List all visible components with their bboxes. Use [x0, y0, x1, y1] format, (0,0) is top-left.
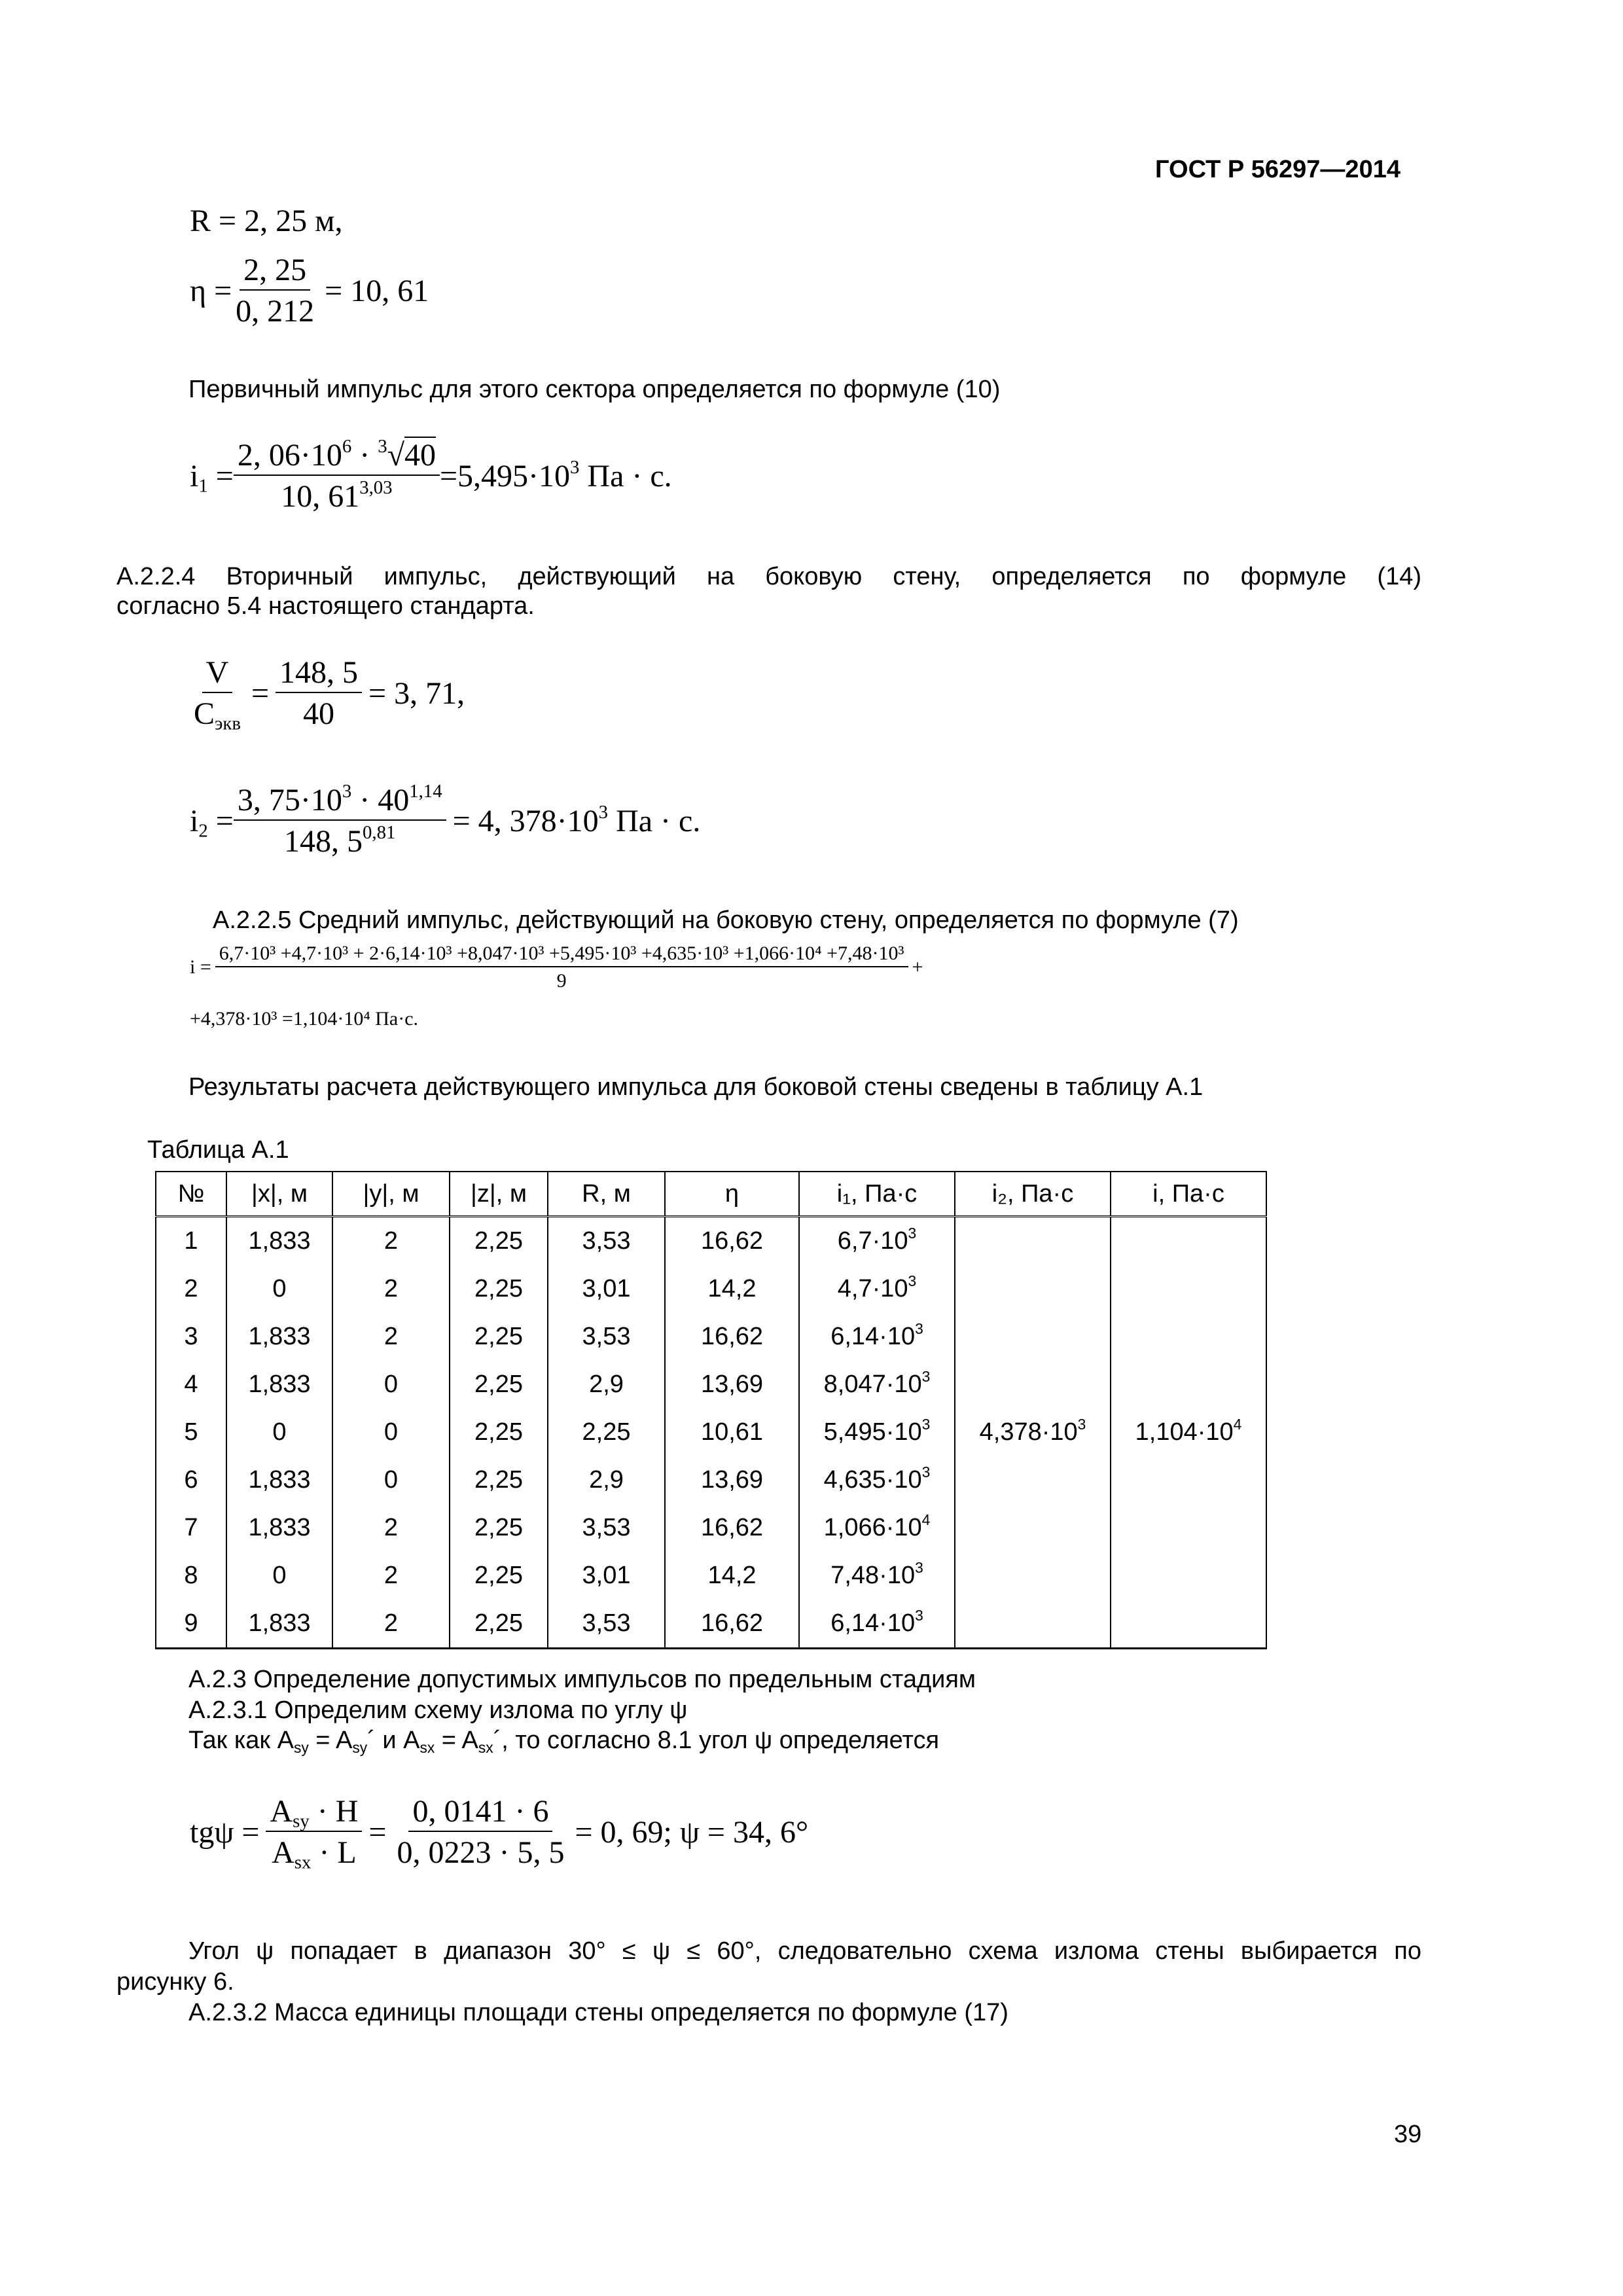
- tak-sub-2: sy: [352, 1738, 368, 1756]
- cell-r: 2,9: [548, 1361, 665, 1408]
- i2-denominator: [280, 821, 399, 859]
- eta-rhs: = 10, 61: [325, 273, 429, 308]
- i2-unit: Па · с.: [616, 803, 701, 838]
- i2-rhs-exp: 3: [598, 801, 609, 823]
- cell-x: 0: [226, 1408, 332, 1456]
- cell-i1-value: 6,7·10: [837, 1227, 908, 1255]
- i2-rhs-value: = 4, 378·10: [452, 803, 599, 838]
- col-header-x: |x|, м: [226, 1172, 332, 1217]
- i1-root-index: 3: [378, 435, 387, 457]
- tg-fraction-left: [266, 1793, 362, 1871]
- col-header-eta: η: [665, 1172, 799, 1217]
- vc-rhs: = 3, 71,: [368, 675, 465, 711]
- cell-i-exp: 4: [1233, 1416, 1242, 1433]
- cell-i1-value: 8,047·10: [823, 1371, 922, 1398]
- paragraph-a23: А.2.3 Определение допустимых импульсов по предельным стадиям: [188, 1666, 976, 1693]
- col-header-y: |y|, м: [332, 1172, 450, 1217]
- cell-z: 2,25: [450, 1265, 548, 1313]
- cell-z: 2,25: [450, 1600, 548, 1649]
- iavg-numerator: 6,7·10³ +4,7·10³ + 2·6,14·10³ +8,047·10³ +5,495·10³ +4,635·10³ +1,066·10⁴ +7,48·10³: [215, 942, 908, 967]
- cell-x: 1,833: [226, 1313, 332, 1361]
- equation-i1: [190, 437, 672, 514]
- paragraph-a224-line1: А.2.2.4 Вторичный импульс, действующий на боковую стену, определяется по формуле (14): [116, 563, 1421, 590]
- cell-i1: [799, 1265, 955, 1313]
- tak-sub-4: sx: [478, 1738, 493, 1756]
- cell-i1-exp: 3: [921, 1416, 931, 1433]
- cell-y: 0: [332, 1456, 450, 1504]
- i2-num-factor: · 40: [359, 783, 410, 817]
- impulse-table: [155, 1171, 1267, 1649]
- cell-i1-exp: 4: [921, 1511, 931, 1529]
- cell-i1: [799, 1600, 955, 1649]
- vc-equals: =: [251, 675, 270, 711]
- cell-i1-exp: 3: [915, 1607, 923, 1624]
- table-caption: Таблица А.1: [147, 1136, 289, 1164]
- cell-number: 2: [156, 1265, 226, 1313]
- cell-i1-exp: 3: [915, 1320, 923, 1338]
- cell-z: 2,25: [450, 1217, 548, 1266]
- iavg-fraction: [215, 942, 908, 992]
- cell-number: 7: [156, 1504, 226, 1552]
- i2-lhs-sub: 2: [198, 820, 208, 842]
- tg-den-rest: · L: [311, 1835, 357, 1870]
- cell-number: 1: [156, 1217, 226, 1266]
- tg-denominator-left: [268, 1832, 361, 1871]
- tg-fraction-right: [393, 1793, 568, 1871]
- cell-i1: [799, 1552, 955, 1600]
- cell-x: 0: [226, 1552, 332, 1600]
- cell-eta: 13,69: [665, 1361, 799, 1408]
- vc-denominator-right: 40: [303, 696, 335, 731]
- vc-numerator-left: V: [202, 655, 233, 693]
- i1-num-dot: ·: [359, 438, 370, 473]
- cell-i1-value: 6,14·10: [830, 1609, 916, 1637]
- col-header-i2: i₂, Па·с: [955, 1172, 1111, 1217]
- col-header-number: №: [156, 1172, 226, 1217]
- i1-denominator: [277, 476, 396, 514]
- i1-lhs: $i_1$ =: [190, 458, 234, 497]
- tg-numerator-left: [266, 1793, 362, 1832]
- cell-eta: 14,2: [665, 1265, 799, 1313]
- i1-lhs-sub: 1: [198, 475, 208, 497]
- tg-numerator-right: 0, 0141 · 6: [408, 1793, 552, 1832]
- cell-i1-value: 1,066·10: [823, 1514, 922, 1541]
- eta-numerator: 2, 25: [240, 252, 310, 291]
- equation-i2: [190, 782, 707, 859]
- cell-y: 2: [332, 1504, 450, 1552]
- cell-r: 3,01: [548, 1552, 665, 1600]
- vc-fraction-left: [190, 655, 245, 732]
- equation-tg-psi: [190, 1793, 815, 1871]
- tak-text-2: = A: [308, 1727, 353, 1754]
- paragraph-a225: А.2.2.5 Средний импульс, действующий на боковую стену, определяется по формуле (7): [213, 906, 1239, 934]
- tg-equals: =: [368, 1814, 387, 1850]
- i2-lhs-symbol: i: [190, 803, 199, 838]
- cell-i1: [799, 1361, 955, 1408]
- cell-i2-value: 4,378·10: [979, 1418, 1078, 1446]
- cell-z: 2,25: [450, 1313, 548, 1361]
- cell-x: 1,833: [226, 1456, 332, 1504]
- cube-root-icon: √: [387, 438, 404, 473]
- i1-den-base: 10, 61: [281, 479, 360, 514]
- i2-rhs: [446, 803, 707, 839]
- equation-v-over-c: [190, 655, 471, 732]
- cell-eta: 13,69: [665, 1456, 799, 1504]
- eta-lhs: η =: [190, 273, 232, 308]
- i1-rhs: [440, 458, 672, 494]
- tg-num-a: A: [270, 1794, 293, 1829]
- paragraph-tak-kak: [188, 1727, 939, 1755]
- i2-num-coef-exp: 3: [342, 780, 352, 802]
- cell-z: 2,25: [450, 1504, 548, 1552]
- cell-number: 4: [156, 1361, 226, 1408]
- cell-y: 0: [332, 1361, 450, 1408]
- cell-i-merged: [1111, 1217, 1266, 1649]
- tg-num-rest: · H: [309, 1794, 359, 1829]
- vc-numerator-right: 148, 5: [276, 655, 362, 693]
- cell-z: 2,25: [450, 1552, 548, 1600]
- cell-r: 2,25: [548, 1408, 665, 1456]
- tak-text-3: ´ и A: [367, 1727, 420, 1754]
- cell-i1-exp: 3: [915, 1559, 923, 1577]
- iavg-line2: +4,378·10³ =1,104·10⁴ Па·с.: [190, 1008, 419, 1030]
- col-header-r: R, м: [548, 1172, 665, 1217]
- i1-fraction: [234, 437, 440, 514]
- cell-y: 2: [332, 1313, 450, 1361]
- eta-fraction: [232, 252, 318, 329]
- cell-eta: 16,62: [665, 1600, 799, 1649]
- cell-i2-exp: 3: [1077, 1416, 1086, 1433]
- cell-eta: 10,61: [665, 1408, 799, 1456]
- cell-x: 1,833: [226, 1504, 332, 1552]
- tak-sub-3: sx: [419, 1738, 435, 1756]
- tak-text-4: = A: [435, 1727, 478, 1754]
- i1-numerator: [234, 437, 440, 476]
- i2-den-base: 148, 5: [284, 824, 363, 859]
- iavg-lhs: i =: [190, 956, 211, 978]
- cell-r: 3,53: [548, 1600, 665, 1649]
- cell-i1: [799, 1408, 955, 1456]
- cell-y: 2: [332, 1600, 450, 1649]
- iavg-denominator: 9: [556, 970, 567, 992]
- tg-den-a: A: [272, 1835, 294, 1870]
- i1-num-coef: 2, 06·10: [237, 438, 342, 473]
- tak-text-5: ´, то согласно 8.1 угол ψ определяется: [493, 1727, 940, 1754]
- cell-i1-value: 6,14·10: [830, 1323, 916, 1350]
- paragraph-a231: А.2.3.1 Определим схему излома по углу ψ: [188, 1696, 688, 1724]
- cell-y: 2: [332, 1552, 450, 1600]
- i2-lhs: $i_2$ =: [190, 803, 234, 842]
- cell-i1-value: 4,7·10: [837, 1275, 908, 1302]
- cell-eta: 16,62: [665, 1504, 799, 1552]
- paragraph-a232: А.2.3.2 Масса единицы площади стены определяется по формуле (17): [188, 1999, 1008, 2026]
- cell-i2-merged: [955, 1217, 1111, 1649]
- i1-lhs-symbol: i: [190, 458, 199, 493]
- cell-i1-exp: 3: [921, 1368, 931, 1386]
- document-header: ГОСТ Р 56297—2014: [1155, 156, 1400, 183]
- tg-rhs: = 0, 69; ψ = 34, 6°: [575, 1814, 809, 1850]
- cell-i1-value: 7,48·10: [830, 1562, 916, 1589]
- i1-den-exp: 3,03: [359, 476, 393, 498]
- cell-i1: [799, 1217, 955, 1266]
- cell-i1-value: 5,495·10: [823, 1418, 922, 1446]
- cell-y: 2: [332, 1265, 450, 1313]
- eta-denominator: 0, 212: [236, 294, 315, 329]
- tak-sub-1: sy: [293, 1738, 309, 1756]
- cell-r: 3,53: [548, 1504, 665, 1552]
- paragraph-results: Результаты расчета действующего импульса для боковой стены сведены в таблицу А.1: [188, 1073, 1204, 1101]
- paragraph-angle-line1: Угол ψ попадает в диапазон 30° ≤ ψ ≤ 60°, следовательно схема излома стены выбирается по: [188, 1937, 1421, 1965]
- cell-number: 8: [156, 1552, 226, 1600]
- cell-r: 3,53: [548, 1313, 665, 1361]
- tg-denominator-right: 0, 0223 · 5, 5: [397, 1835, 565, 1870]
- paragraph-angle-line2: рисунку 6.: [116, 1968, 234, 1996]
- i1-rhs-value: =5,495·10: [439, 458, 571, 493]
- paragraph-primary-impulse: Первичный импульс для этого сектора определяется по формуле (10): [188, 376, 1001, 403]
- cell-r: 3,53: [548, 1217, 665, 1266]
- cell-eta: 16,62: [665, 1313, 799, 1361]
- cell-eta: 14,2: [665, 1552, 799, 1600]
- cell-z: 2,25: [450, 1456, 548, 1504]
- i1-root-value: 40: [404, 438, 436, 473]
- cell-number: 9: [156, 1600, 226, 1649]
- col-header-z: |z|, м: [450, 1172, 548, 1217]
- table-header-row: [156, 1172, 1266, 1217]
- vc-fraction-right: [276, 655, 362, 732]
- cell-r: 3,01: [548, 1265, 665, 1313]
- col-header-i1: i₁, Па·с: [799, 1172, 955, 1217]
- cell-r: 2,9: [548, 1456, 665, 1504]
- cell-y: 2: [332, 1217, 450, 1266]
- tak-text-1: Так как A: [188, 1727, 294, 1754]
- equation-r: R = 2, 25 м,: [190, 204, 343, 238]
- cell-number: 6: [156, 1456, 226, 1504]
- equation-i-average: [190, 942, 923, 992]
- i2-num-coef: 3, 75·10: [237, 783, 342, 817]
- tg-den-sub: sx: [294, 1852, 312, 1873]
- cell-eta: 16,62: [665, 1217, 799, 1266]
- equation-eta: [190, 252, 435, 329]
- i2-numerator: [234, 782, 446, 821]
- paragraph-a224-line2: согласно 5.4 настоящего стандарта.: [116, 592, 535, 620]
- i2-den-exp: 0,81: [363, 821, 396, 843]
- vc-den-sub: экв: [215, 713, 241, 734]
- i2-num-factor-exp: 1,14: [409, 780, 442, 802]
- tg-num-sub: sy: [293, 1810, 310, 1832]
- cell-i1: [799, 1313, 955, 1361]
- col-header-i: i, Па·с: [1111, 1172, 1266, 1217]
- cell-i1-exp: 3: [908, 1272, 917, 1290]
- i1-rhs-exp: 3: [570, 456, 580, 478]
- cell-x: 1,833: [226, 1361, 332, 1408]
- cell-i1-exp: 3: [921, 1463, 931, 1481]
- cell-z: 2,25: [450, 1408, 548, 1456]
- table-row: [156, 1217, 1266, 1266]
- cell-number: 5: [156, 1408, 226, 1456]
- i2-fraction: [234, 782, 446, 859]
- cell-i1: [799, 1504, 955, 1552]
- cell-i1-exp: 3: [908, 1225, 917, 1242]
- cell-i-value: 1,104·10: [1135, 1418, 1234, 1446]
- i1-num-coef-exp: 6: [342, 435, 352, 457]
- tg-lhs: tgψ =: [190, 1814, 260, 1850]
- vc-den-c: C: [194, 696, 215, 731]
- cell-x: 1,833: [226, 1217, 332, 1266]
- i1-unit: Па · с.: [587, 458, 672, 493]
- page-number: 39: [1394, 2121, 1422, 2148]
- cell-number: 3: [156, 1313, 226, 1361]
- cell-i1-value: 4,635·10: [823, 1466, 922, 1494]
- cell-x: 1,833: [226, 1600, 332, 1649]
- cell-y: 0: [332, 1408, 450, 1456]
- cell-x: 0: [226, 1265, 332, 1313]
- vc-denominator-left: [190, 693, 245, 732]
- cell-z: 2,25: [450, 1361, 548, 1408]
- iavg-plus: +: [912, 956, 923, 978]
- cell-i1: [799, 1456, 955, 1504]
